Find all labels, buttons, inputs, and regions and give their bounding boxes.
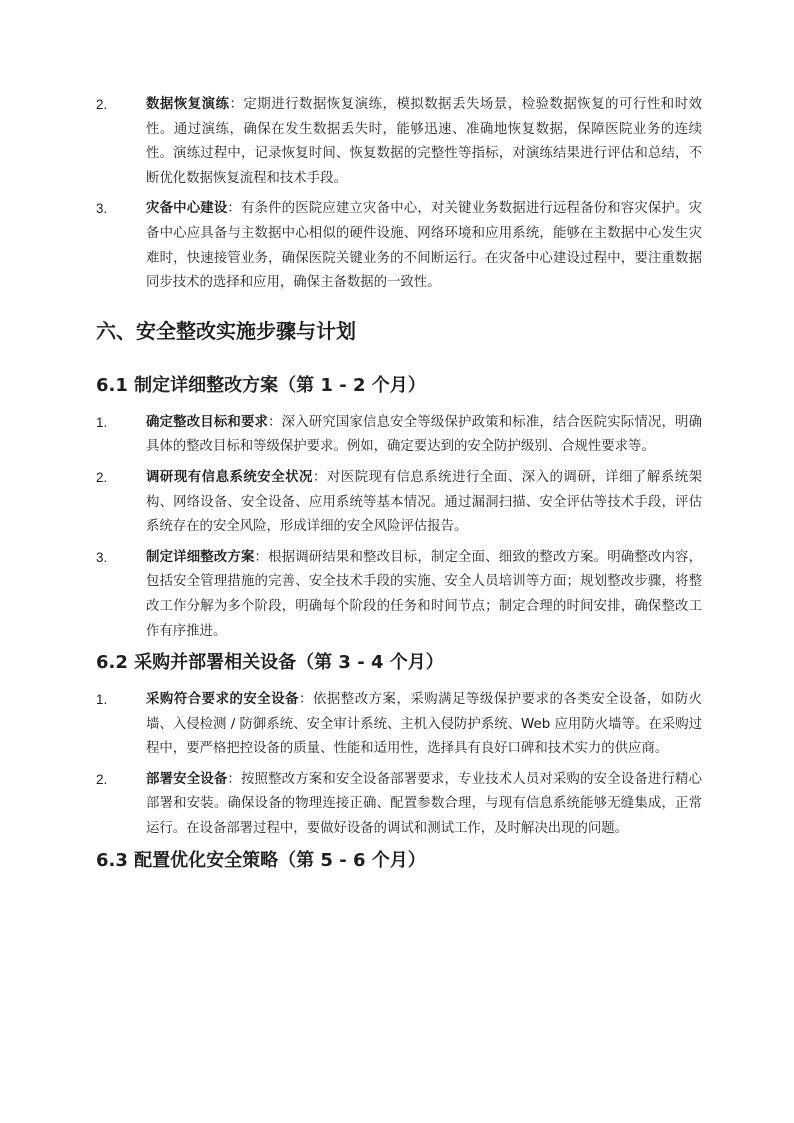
item-lead: 制定详细整改方案: [146, 549, 255, 565]
list-item: [96, 93, 702, 191]
list-number: 3.: [96, 201, 108, 217]
list-item: [96, 197, 702, 295]
subsection-heading-6-2: 6.2 采购并部署相关设备（第 3 - 4 个月）: [96, 652, 444, 674]
item-text: ：深入研究国家信息安全等级保护政策和标准，结合医院实际情况，明确具体的整改目标和等级保护要求。例如，确定要达到的安全防护级别、合规性要求等。: [146, 414, 703, 455]
item-lead: 部署安全设备: [146, 771, 228, 787]
list-number: 2.: [96, 771, 108, 787]
section-heading: 六、安全整改实施步骤与计划: [96, 318, 356, 343]
list-number: 1.: [96, 692, 108, 708]
list-item: [96, 688, 702, 762]
item-lead: 确定整改目标和要求: [146, 414, 269, 430]
list-number: 1.: [96, 414, 108, 430]
list-item: [96, 466, 702, 540]
page-content: [96, 93, 702, 886]
item-lead: 灾备中心建设: [146, 201, 228, 217]
list-number: 2.: [96, 469, 108, 485]
list-item: [96, 546, 702, 644]
subsection-6-2-list: [96, 688, 702, 842]
list-number: 2.: [96, 97, 108, 112]
subsection-heading-6-1: 6.1 制定详细整改方案（第 1 - 2 个月）: [96, 374, 426, 396]
list-number: 3.: [96, 549, 108, 565]
item-lead: 数据恢复演练: [146, 97, 230, 112]
item-lead: 调研现有信息系统安全状况: [146, 469, 313, 485]
subsection-6-1-list: [96, 411, 702, 644]
intro-list: [96, 93, 702, 296]
list-item: [96, 411, 702, 460]
item-text: ：依据整改方案，采购满足等级保护要求的各类安全设备，如防火墙、入侵检测 / 防御系统、安全审计系统、主机入侵防护系统、Web 应用防火墙等。在采购过程中，要严格把控设备的质量、性能和适用性，选择具有良好口碑和技术实力的供应商。: [146, 692, 703, 757]
item-text: ：对医院现有信息系统进行全面、深入的调研，详细了解系统架构、网络设备、安全设备、应用系统等基本情况。通过漏洞扫描、安全评估等技术手段，评估系统存在的安全风险，形成详细的安全风险评估报告。: [146, 469, 703, 535]
list-item: [96, 768, 702, 842]
item-text: ：按照整改方案和安全设备部署要求，专业技术人员对采购的安全设备进行精心部署和安装。确保设备的物理连接正确、配置参数合理，与现有信息系统能够无缝集成，正常运行。在设备部署过程中，要做好设备的调试和测试工作，及时解决出现的问题。: [146, 771, 703, 837]
item-text: ：定期进行数据恢复演练，模拟数据丢失场景，检验数据恢复的可行性和时效性。通过演练，确保在发生数据丢失时，能够迅速、准确地恢复数据，保障医院业务的连续性。演练过程中，记录恢复时间、恢复数据的完整性等指标，对演练结果进行评估和总结，不断优化数据恢复流程和技术手段。: [146, 97, 703, 186]
item-lead: 采购符合要求的安全设备: [146, 692, 300, 708]
subsection-heading-6-3: 6.3 配置优化安全策略（第 5 - 6 个月）: [96, 849, 426, 871]
item-text: ：有条件的医院应建立灾备中心，对关键业务数据进行远程备份和容灾保护。灾备中心应具备与主数据中心相似的硬件设施、网络环境和应用系统，能够在主数据中心发生灾难时，快速接管业务，确保医院关键业务的不间断运行。在灾备中心建设过程中，要注重数据同步技术的选择和应用，确保主备数据的一致性。: [146, 201, 703, 291]
item-text: ：根据调研结果和整改目标，制定全面、细致的整改方案。明确整改内容，包括安全管理措施的完善、安全技术手段的实施、安全人员培训等方面；规划整改步骤，将整改工作分解为多个阶段，明确每个阶段的任务和时间节点；制定合理的时间安排，确保整改工作有序推进。: [146, 549, 703, 639]
